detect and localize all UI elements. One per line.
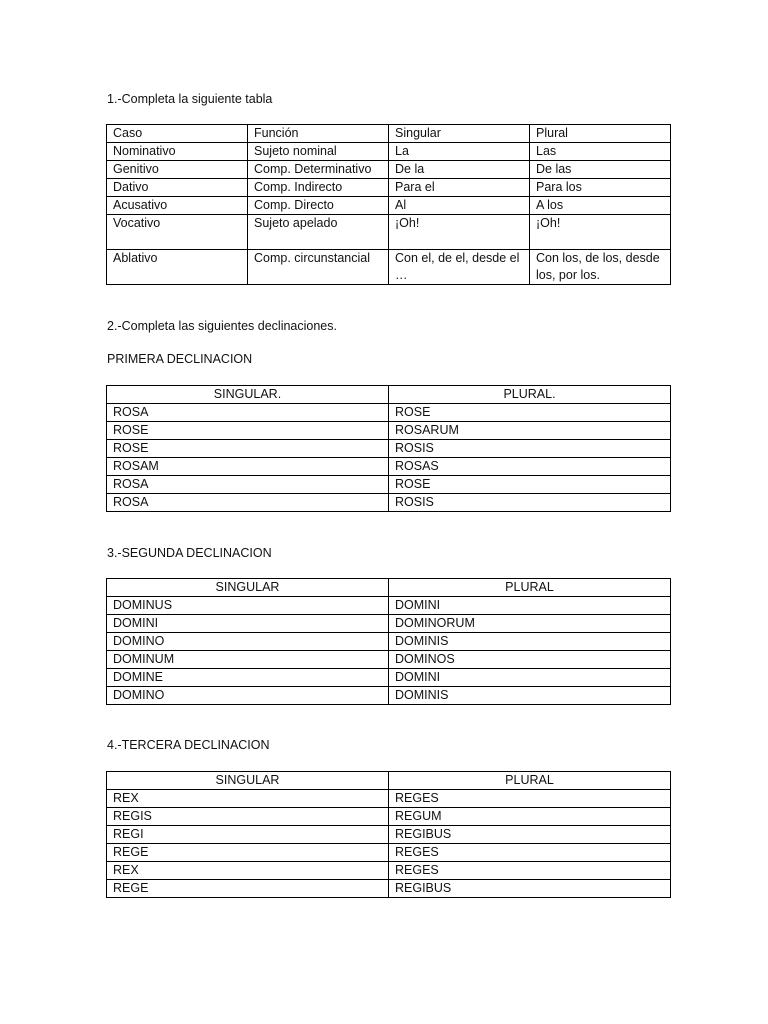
- table-cell: Las: [530, 143, 671, 161]
- table-row: [107, 440, 671, 458]
- table-cell: DOMINORUM: [389, 615, 671, 633]
- table-cell: Acusativo: [107, 197, 248, 215]
- table-cell: Para los: [530, 179, 671, 197]
- table-cell: De las: [530, 161, 671, 179]
- table-row: [107, 197, 671, 215]
- table-cell: Sujeto apelado: [248, 215, 389, 250]
- table-cell: DOMINOS: [389, 651, 671, 669]
- table-cell: Genitivo: [107, 161, 248, 179]
- case-function-table: [106, 124, 671, 285]
- table-cell: ROSARUM: [389, 422, 671, 440]
- table-row: [107, 422, 671, 440]
- table-row: [107, 844, 671, 862]
- section3-heading: 3.-SEGUNDA DECLINACION: [107, 546, 272, 560]
- table-cell: ROSE: [389, 476, 671, 494]
- table-cell: REGIBUS: [389, 880, 671, 898]
- table-cell: Comp. circunstancial: [248, 250, 389, 285]
- header-cell: SINGULAR: [107, 579, 389, 597]
- table-cell: ROSA: [107, 476, 389, 494]
- section4-heading: 4.-TERCERA DECLINACION: [107, 738, 270, 752]
- table-row: [107, 494, 671, 512]
- table-cell: La: [389, 143, 530, 161]
- section1-heading: 1.-Completa la siguiente tabla: [107, 92, 273, 106]
- section2-subheading: PRIMERA DECLINACION: [107, 352, 253, 366]
- table-cell: REX: [107, 790, 389, 808]
- table-row: [107, 862, 671, 880]
- table-cell: DOMINUM: [107, 651, 389, 669]
- table-cell: Sujeto nominal: [248, 143, 389, 161]
- table-cell: DOMINI: [389, 669, 671, 687]
- table-cell: DOMINO: [107, 687, 389, 705]
- table-cell: ¡Oh!: [530, 215, 671, 250]
- table-row: [107, 880, 671, 898]
- table-cell: DOMINI: [389, 597, 671, 615]
- table-cell: DOMINUS: [107, 597, 389, 615]
- table-cell: REGE: [107, 844, 389, 862]
- table-cell: ROSA: [107, 494, 389, 512]
- table-row: [107, 179, 671, 197]
- table-cell: DOMINO: [107, 633, 389, 651]
- table-cell: REGI: [107, 826, 389, 844]
- table-cell: ¡Oh!: [389, 215, 530, 250]
- table-row: [107, 597, 671, 615]
- header-cell: SINGULAR.: [107, 386, 389, 404]
- header-cell: SINGULAR: [107, 772, 389, 790]
- table-cell: ROSE: [107, 422, 389, 440]
- table-cell: Con los, de los, desde los, por los.: [530, 250, 671, 285]
- header-cell: Función: [248, 125, 389, 143]
- table-cell: Ablativo: [107, 250, 248, 285]
- table-cell: ROSAM: [107, 458, 389, 476]
- table-cell: Con el, de el, desde el …: [389, 250, 530, 285]
- section2-heading: 2.-Completa las siguientes declinaciones.: [107, 319, 337, 333]
- table-row: [107, 615, 671, 633]
- table-header-row: [107, 125, 671, 143]
- table-row: [107, 161, 671, 179]
- table-header-row: [107, 579, 671, 597]
- table-row: [107, 633, 671, 651]
- table-cell: Comp. Determinativo: [248, 161, 389, 179]
- table-cell: REGUM: [389, 808, 671, 826]
- table-cell: De la: [389, 161, 530, 179]
- second-declension-table: [106, 578, 671, 705]
- table-cell: ROSE: [107, 440, 389, 458]
- table-row: [107, 215, 671, 250]
- table-header-row: [107, 386, 671, 404]
- header-cell: PLURAL: [389, 579, 671, 597]
- table-cell: DOMINIS: [389, 633, 671, 651]
- table-cell: DOMINE: [107, 669, 389, 687]
- table-row: [107, 143, 671, 161]
- table-row: [107, 651, 671, 669]
- table-cell: Al: [389, 197, 530, 215]
- table-row: [107, 458, 671, 476]
- table-cell: A los: [530, 197, 671, 215]
- table-header-row: [107, 772, 671, 790]
- table-row: [107, 808, 671, 826]
- table-cell: DOMINIS: [389, 687, 671, 705]
- table-cell: REGIBUS: [389, 826, 671, 844]
- table-cell: ROSA: [107, 404, 389, 422]
- first-declension-table: [106, 385, 671, 512]
- table-row: [107, 250, 671, 285]
- table-cell: ROSIS: [389, 440, 671, 458]
- table-cell: REGES: [389, 790, 671, 808]
- table-row: [107, 687, 671, 705]
- table-cell: REGES: [389, 862, 671, 880]
- table-row: [107, 669, 671, 687]
- table-cell: Vocativo: [107, 215, 248, 250]
- table-cell: Dativo: [107, 179, 248, 197]
- table-cell: ROSIS: [389, 494, 671, 512]
- table-cell: ROSAS: [389, 458, 671, 476]
- table-row: [107, 476, 671, 494]
- table-cell: Comp. Indirecto: [248, 179, 389, 197]
- header-cell: Plural: [530, 125, 671, 143]
- table-cell: REGE: [107, 880, 389, 898]
- table-row: [107, 404, 671, 422]
- header-cell: Singular: [389, 125, 530, 143]
- table-cell: DOMINI: [107, 615, 389, 633]
- table-cell: Nominativo: [107, 143, 248, 161]
- table-cell: ROSE: [389, 404, 671, 422]
- header-cell: PLURAL.: [389, 386, 671, 404]
- table-cell: REGIS: [107, 808, 389, 826]
- table-cell: Comp. Directo: [248, 197, 389, 215]
- table-cell: REGES: [389, 844, 671, 862]
- table-cell: REX: [107, 862, 389, 880]
- header-cell: PLURAL: [389, 772, 671, 790]
- table-cell: Para el: [389, 179, 530, 197]
- header-cell: Caso: [107, 125, 248, 143]
- table-row: [107, 826, 671, 844]
- third-declension-table: [106, 771, 671, 898]
- table-row: [107, 790, 671, 808]
